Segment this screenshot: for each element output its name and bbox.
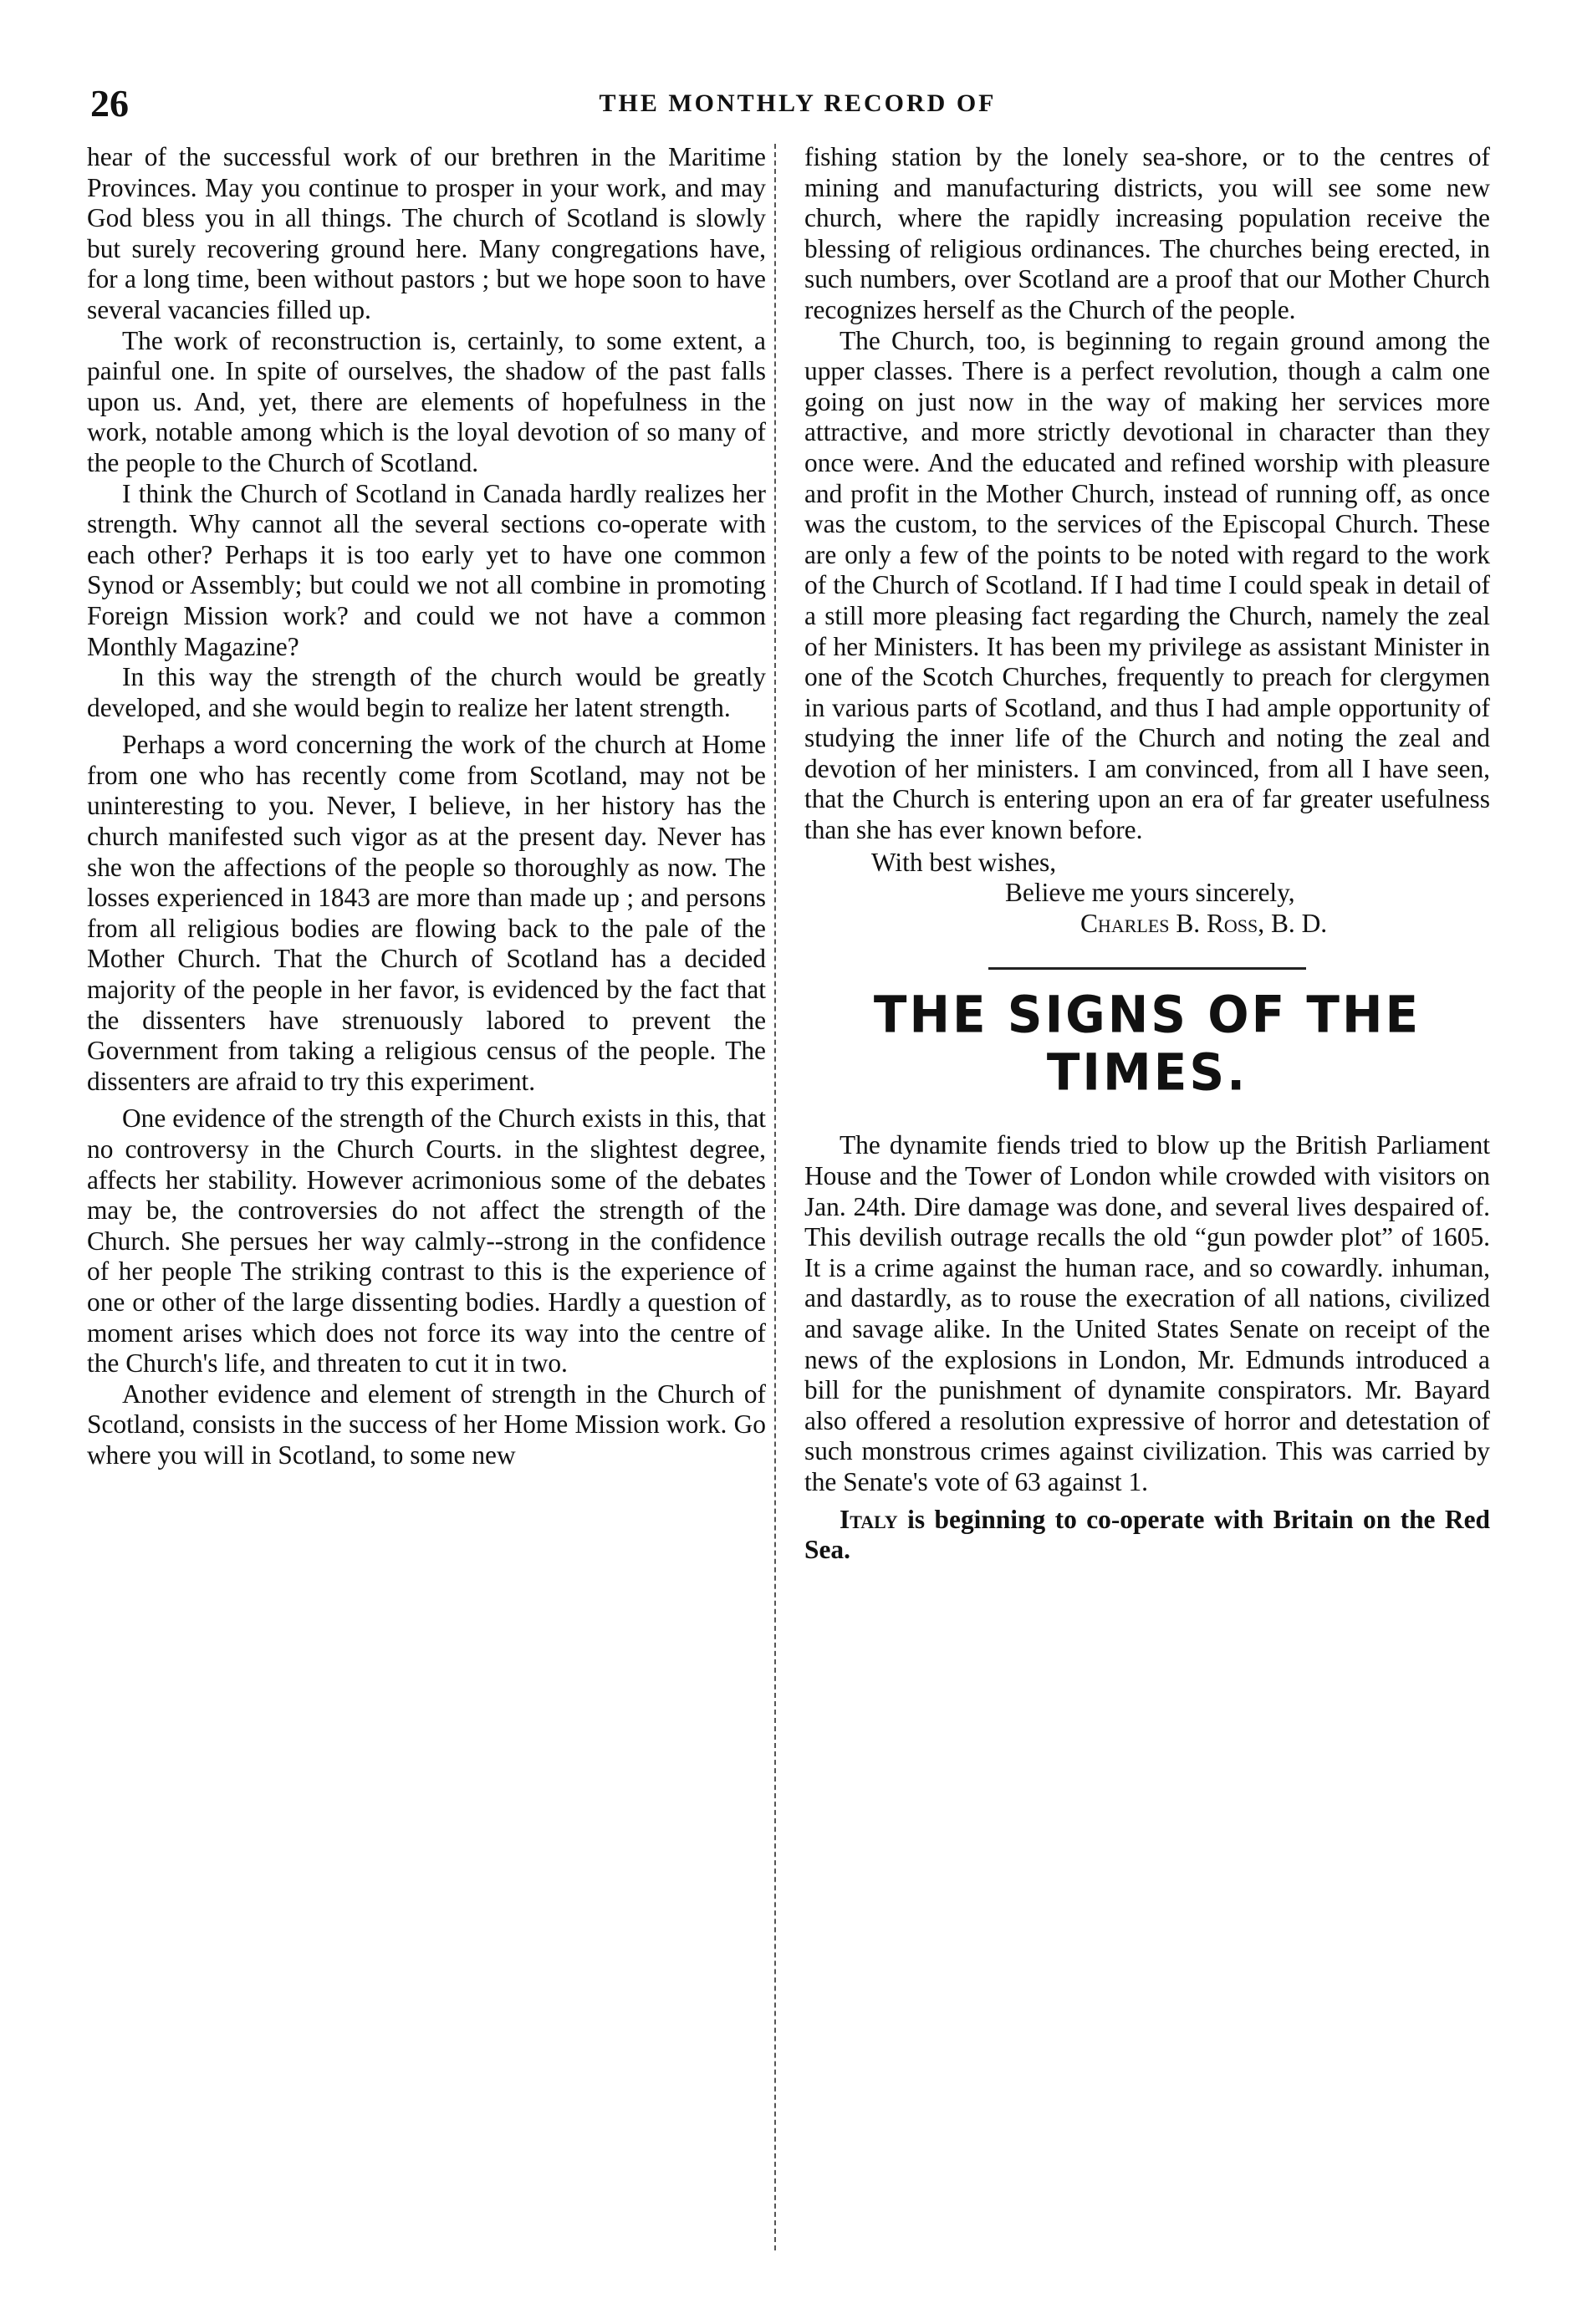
left-paragraph-4: In this way the strength of the church would be greatly developed, and she would begin to realize her latent strength. [87, 662, 766, 722]
closing-believe: Believe me yours sincerely, [1005, 878, 1295, 908]
italy-lead: Italy [840, 1504, 898, 1534]
left-paragraph-3: I think the Church of Scotland in Canada hardly realizes her strength. Why cannot all the several sections co-operate with each other? Perhaps it is too early yet to have one common Synod or Assembly; but could we not all combine in promoting Foreign Mission work? and could we not have a common Monthly Magazine? [87, 478, 766, 661]
running-title: THE MONTHLY RECORD OF [599, 89, 997, 117]
page-header [90, 80, 1505, 127]
signs-paragraph: The dynamite fiends tried to blow up the British Parliament House and the Tower of London while crowded with visitors on Jan. 24th. Dire damage was done, and several lives despaired of. This devilish outrage recalls the old “gun powder plot” of 1605. It is a crime against the human race, and so cowardly. inhuman, and dastardly, as to rouse the execration of all nations, civilized and savage alike. In the United States Senate on receipt of the news of the explosions in London, Mr. Edmunds introduced a bill for the punishment of dynamite conspirators. Mr. Bayard also offered a resolution expressive of horror and detestation of such monstrous crimes against civilization. This was carried by the Senate's vote of 63 against 1. [804, 1130, 1490, 1496]
column-divider [774, 144, 776, 2250]
section-title: THE SIGNS OF THE TIMES. [873, 985, 1421, 1103]
right-paragraph-1: fishing station by the lonely sea-shore, or to the centres of mining and manufacturing districts, you will see some new church, where the rapidly increasing population receive the blessing of religious ordinances. The churches being erected, in such numbers, over Scotland are a proof that our Mother Church recognizes herself as the Church of the people. [804, 142, 1490, 324]
letter-closing [804, 848, 1490, 940]
right-paragraph-2: The Church, too, is beginning to regain ground among the upper classes. There is a perfect revolution, though a calm one going on just now in the way of making her services more attractive, and more strictly devotional in character than they once were. And the educated and refined worship with pleasure and profit in the Mother Church, instead of running off, as once was the custom, to the services of the Episcopal Church. These are only a few of the points to be noted with regard to the work of the Church of Scotland. If I had time I could speak in detail of a still more pleasing fact regarding the Church, namely the zeal of her Ministers. It has been my privilege as assistant Minister in one of the Scotch Churches, frequently to preach for clergymen in various parts of Scotland, and thus I had ample opportunity of studying the inner life of the Church and noting the zeal and devotion of her ministers. I am convinced, from all I have seen, that the Church is entering upon an era of far greater usefulness than she has ever known before. [804, 325, 1490, 845]
left-paragraph-5: Perhaps a word concerning the work of the church at Home from one who has recently come from Scotland, may not be uninteresting to you. Never, I believe, in her history has the church manifested such vigor as at the present day. Never has she won the affections of the people so thoroughly as now. The losses experienced in 1843 are more than made up ; and persons from all religious bodies are flowing back to the pale of the Mother Church. That the Church of Scotland has a decided majority of the people in her favor, is evidenced by the fact that the dissenters have strenuously labored to prevent the Government from taking a religious census of the people. The dissenters are afraid to try this experiment. [87, 730, 766, 1096]
italy-paragraph [804, 1505, 1490, 1566]
signature: Charles B. Ross, B. D. [1080, 908, 1328, 938]
section-rule [988, 967, 1306, 970]
left-paragraph-6: One evidence of the strength of the Church exists in this, that no controversy in the Church Courts. in the slightest degree, affects her stability. However acrimonious some of the debates may be, the controversies do not affect the strength of the Church. She persues her way calmly--strong in the confidence of her people The striking contrast to this is the experience of one or other of the large dissenting bodies. Hardly a question of moment arises which does not force its way into the centre of the Church's life, and threaten to cut it in two. [87, 1103, 766, 1379]
left-paragraph-1: hear of the successful work of our brethren in the Maritime Provinces. May you continue to prosper in your work, and may God bless you in all things. The church of Scotland is slowly but surely recovering ground here. Many congregations have, for a long time, been without pastors ; but we hope soon to have several vacancies filled up. [87, 142, 766, 324]
right-column [804, 142, 1490, 1566]
closing-wishes: With best wishes, [871, 847, 1057, 877]
italy-rest: is beginning to co-operate with Britain on the Red Sea. [804, 1504, 1490, 1565]
left-paragraph-2: The work of reconstruction is, certainly, to some extent, a painful one. In spite of ourselves, the shadow of the past falls upon us. And, yet, there are elements of hopefulness in the work, notable among which is the loyal devotion of so many of the people to the Church of Scotland. [87, 325, 766, 477]
left-paragraph-7: Another evidence and element of strength in the Church of Scotland, consists in the success of her Home Mission work. Go where you will in Scotland, to some new [87, 1379, 766, 1470]
left-column [87, 142, 766, 1471]
page-number: 26 [90, 82, 129, 125]
